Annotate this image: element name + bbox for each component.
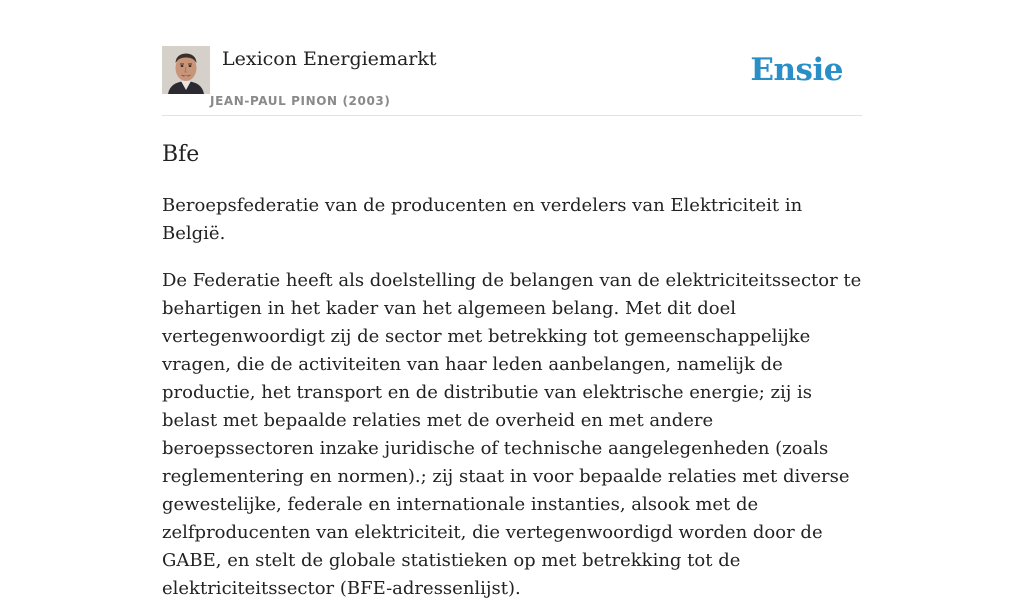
author-credit[interactable]: JEAN-PAUL PINON (2003) bbox=[210, 94, 391, 108]
entry-definition: Beroepsfederatie van de producenten en verdelers van Elektriciteit in België. bbox=[162, 195, 803, 244]
page bbox=[162, 0, 862, 603]
book-title[interactable]: Lexicon Energiemarkt bbox=[222, 48, 437, 70]
entry-title: Bfe bbox=[162, 142, 200, 167]
author-portrait-icon bbox=[162, 46, 210, 94]
entry-description: De Federatie heeft als doelstelling de belangen van de elektriciteitssector te behartigen in het kader van het algemeen belang. Met dit doel vertegenwoordigt zij de sector met betrekking tot gemeenschappelijke vragen, die de activiteiten van haar leden aanbelangen, namelijk de productie, het transport en de distributie van elektrische energie; zij is belast met bepaalde relaties met de overheid en met andere beroepssectoren inzake juridische of technische aangelegenheden (zoals reglementering en normen).; zij staat in voor bepaalde relaties met diverse gewestelijke, federale en internationale instanties, alsook met de zelfproducenten van elektriciteit, die vertegenwoordigd worden door de GABE, en stelt de globale statistieken op met betrekking tot de elektriciteitssector (BFE-adressenlijst). bbox=[162, 270, 862, 599]
ensie-logo[interactable]: Ensie bbox=[750, 52, 843, 88]
header bbox=[162, 46, 862, 116]
